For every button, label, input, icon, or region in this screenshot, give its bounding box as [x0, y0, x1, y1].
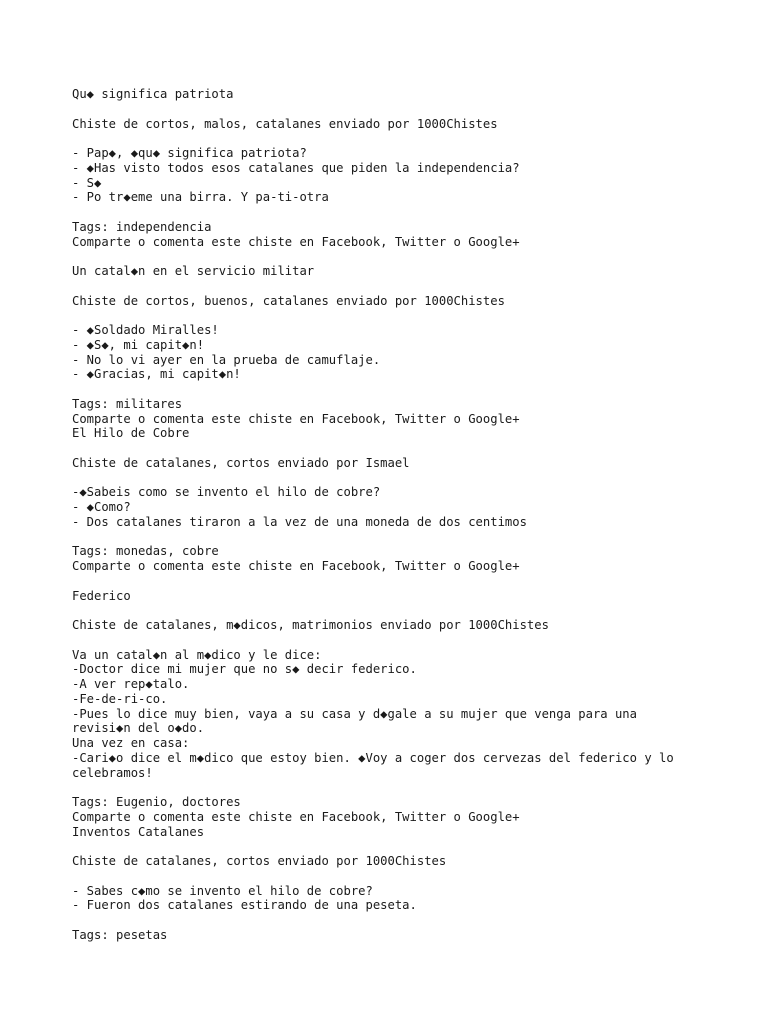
text-line: - Sabes c◆mo se invento el hilo de cobre? [72, 883, 373, 898]
blank-line [72, 471, 712, 486]
text-line: Comparte o comenta este chiste en Facebook, Twitter o Google+ [72, 234, 520, 249]
blank-line [72, 441, 712, 456]
text-line: Chiste de cortos, buenos, catalanes enviado por 1000Chistes [72, 293, 505, 308]
blank-line [72, 780, 712, 795]
document-page [72, 87, 712, 943]
text-line: - ◆Gracias, mi capit◆n! [72, 367, 241, 382]
text-line: -Pues lo dice muy bien, vaya a su casa y d◆gale a su mujer que venga para una [72, 706, 637, 721]
text-line: -A ver rep◆talo. [72, 677, 190, 691]
text-line: -Fe-de-ri-co. [72, 691, 168, 706]
text-line: - ◆Como? [72, 500, 131, 514]
text-line: Qu◆ significa patriota [72, 87, 234, 101]
text-line: celebramos! [72, 765, 153, 780]
blank-line [72, 633, 712, 648]
text-line: Tags: militares [72, 396, 183, 411]
text-line: Va un catal◆n al m◆dico y le dice: [72, 647, 322, 662]
blank-line [72, 279, 712, 294]
text-line: Tags: independencia [72, 219, 212, 234]
text-line: -Cari◆o dice el m◆dico que estoy bien. ◆Voy a coger dos cervezas del federico y lo [72, 750, 674, 765]
text-line: Comparte o comenta este chiste en Facebook, Twitter o Google+ [72, 809, 520, 824]
blank-line [72, 839, 712, 854]
text-line: Tags: monedas, cobre [72, 544, 219, 559]
text-line: Tags: pesetas [72, 927, 168, 942]
text-line: Comparte o comenta este chiste en Facebook, Twitter o Google+ [72, 411, 520, 426]
blank-line [72, 308, 712, 323]
blank-line [72, 131, 712, 146]
blank-line [72, 249, 712, 264]
text-line: Comparte o comenta este chiste en Facebook, Twitter o Google+ [72, 559, 520, 573]
text-line: Inventos Catalanes [72, 824, 205, 839]
text-line: Un catal◆n en el servicio militar [72, 264, 315, 278]
blank-line [72, 869, 712, 884]
text-line: - ◆Soldado Miralles! [72, 323, 219, 337]
blank-line [72, 382, 712, 397]
blank-line [72, 530, 712, 545]
text-line: Una vez en casa: [72, 736, 190, 750]
text-line: - ◆S◆, mi capit◆n! [72, 337, 205, 352]
text-line: El Hilo de Cobre [72, 426, 190, 441]
text-line: Chiste de catalanes, cortos enviado por 1000Chistes [72, 854, 447, 868]
text-line: Chiste de catalanes, m◆dicos, matrimonios enviado por 1000Chistes [72, 618, 549, 632]
text-line: - Fueron dos catalanes estirando de una peseta. [72, 898, 417, 913]
text-line: - Pap◆, ◆qu◆ significa patriota? [72, 146, 307, 160]
text-line: - S◆ [72, 175, 102, 190]
text-line: Chiste de cortos, malos, catalanes enviado por 1000Chistes [72, 116, 498, 131]
text-line: Tags: Eugenio, doctores [72, 795, 241, 809]
blank-line [72, 603, 712, 618]
blank-line [72, 574, 712, 589]
text-line: - Dos catalanes tiraron a la vez de una moneda de dos centimos [72, 514, 527, 529]
text-line: -◆Sabeis como se invento el hilo de cobre? [72, 485, 381, 500]
text-line: - No lo vi ayer en la prueba de camuflaje. [72, 352, 381, 367]
text-line: - ◆Has visto todos esos catalanes que piden la independencia? [72, 160, 520, 175]
text-line: revisi◆n del o◆do. [72, 721, 205, 736]
blank-line [72, 913, 712, 928]
blank-line [72, 205, 712, 220]
text-line: - Po tr◆eme una birra. Y pa-ti-otra [72, 190, 329, 205]
text-line: Federico [72, 588, 131, 603]
blank-line [72, 102, 712, 117]
text-line: Chiste de catalanes, cortos enviado por Ismael [72, 455, 410, 470]
text-line: -Doctor dice mi mujer que no s◆ decir federico. [72, 662, 417, 677]
